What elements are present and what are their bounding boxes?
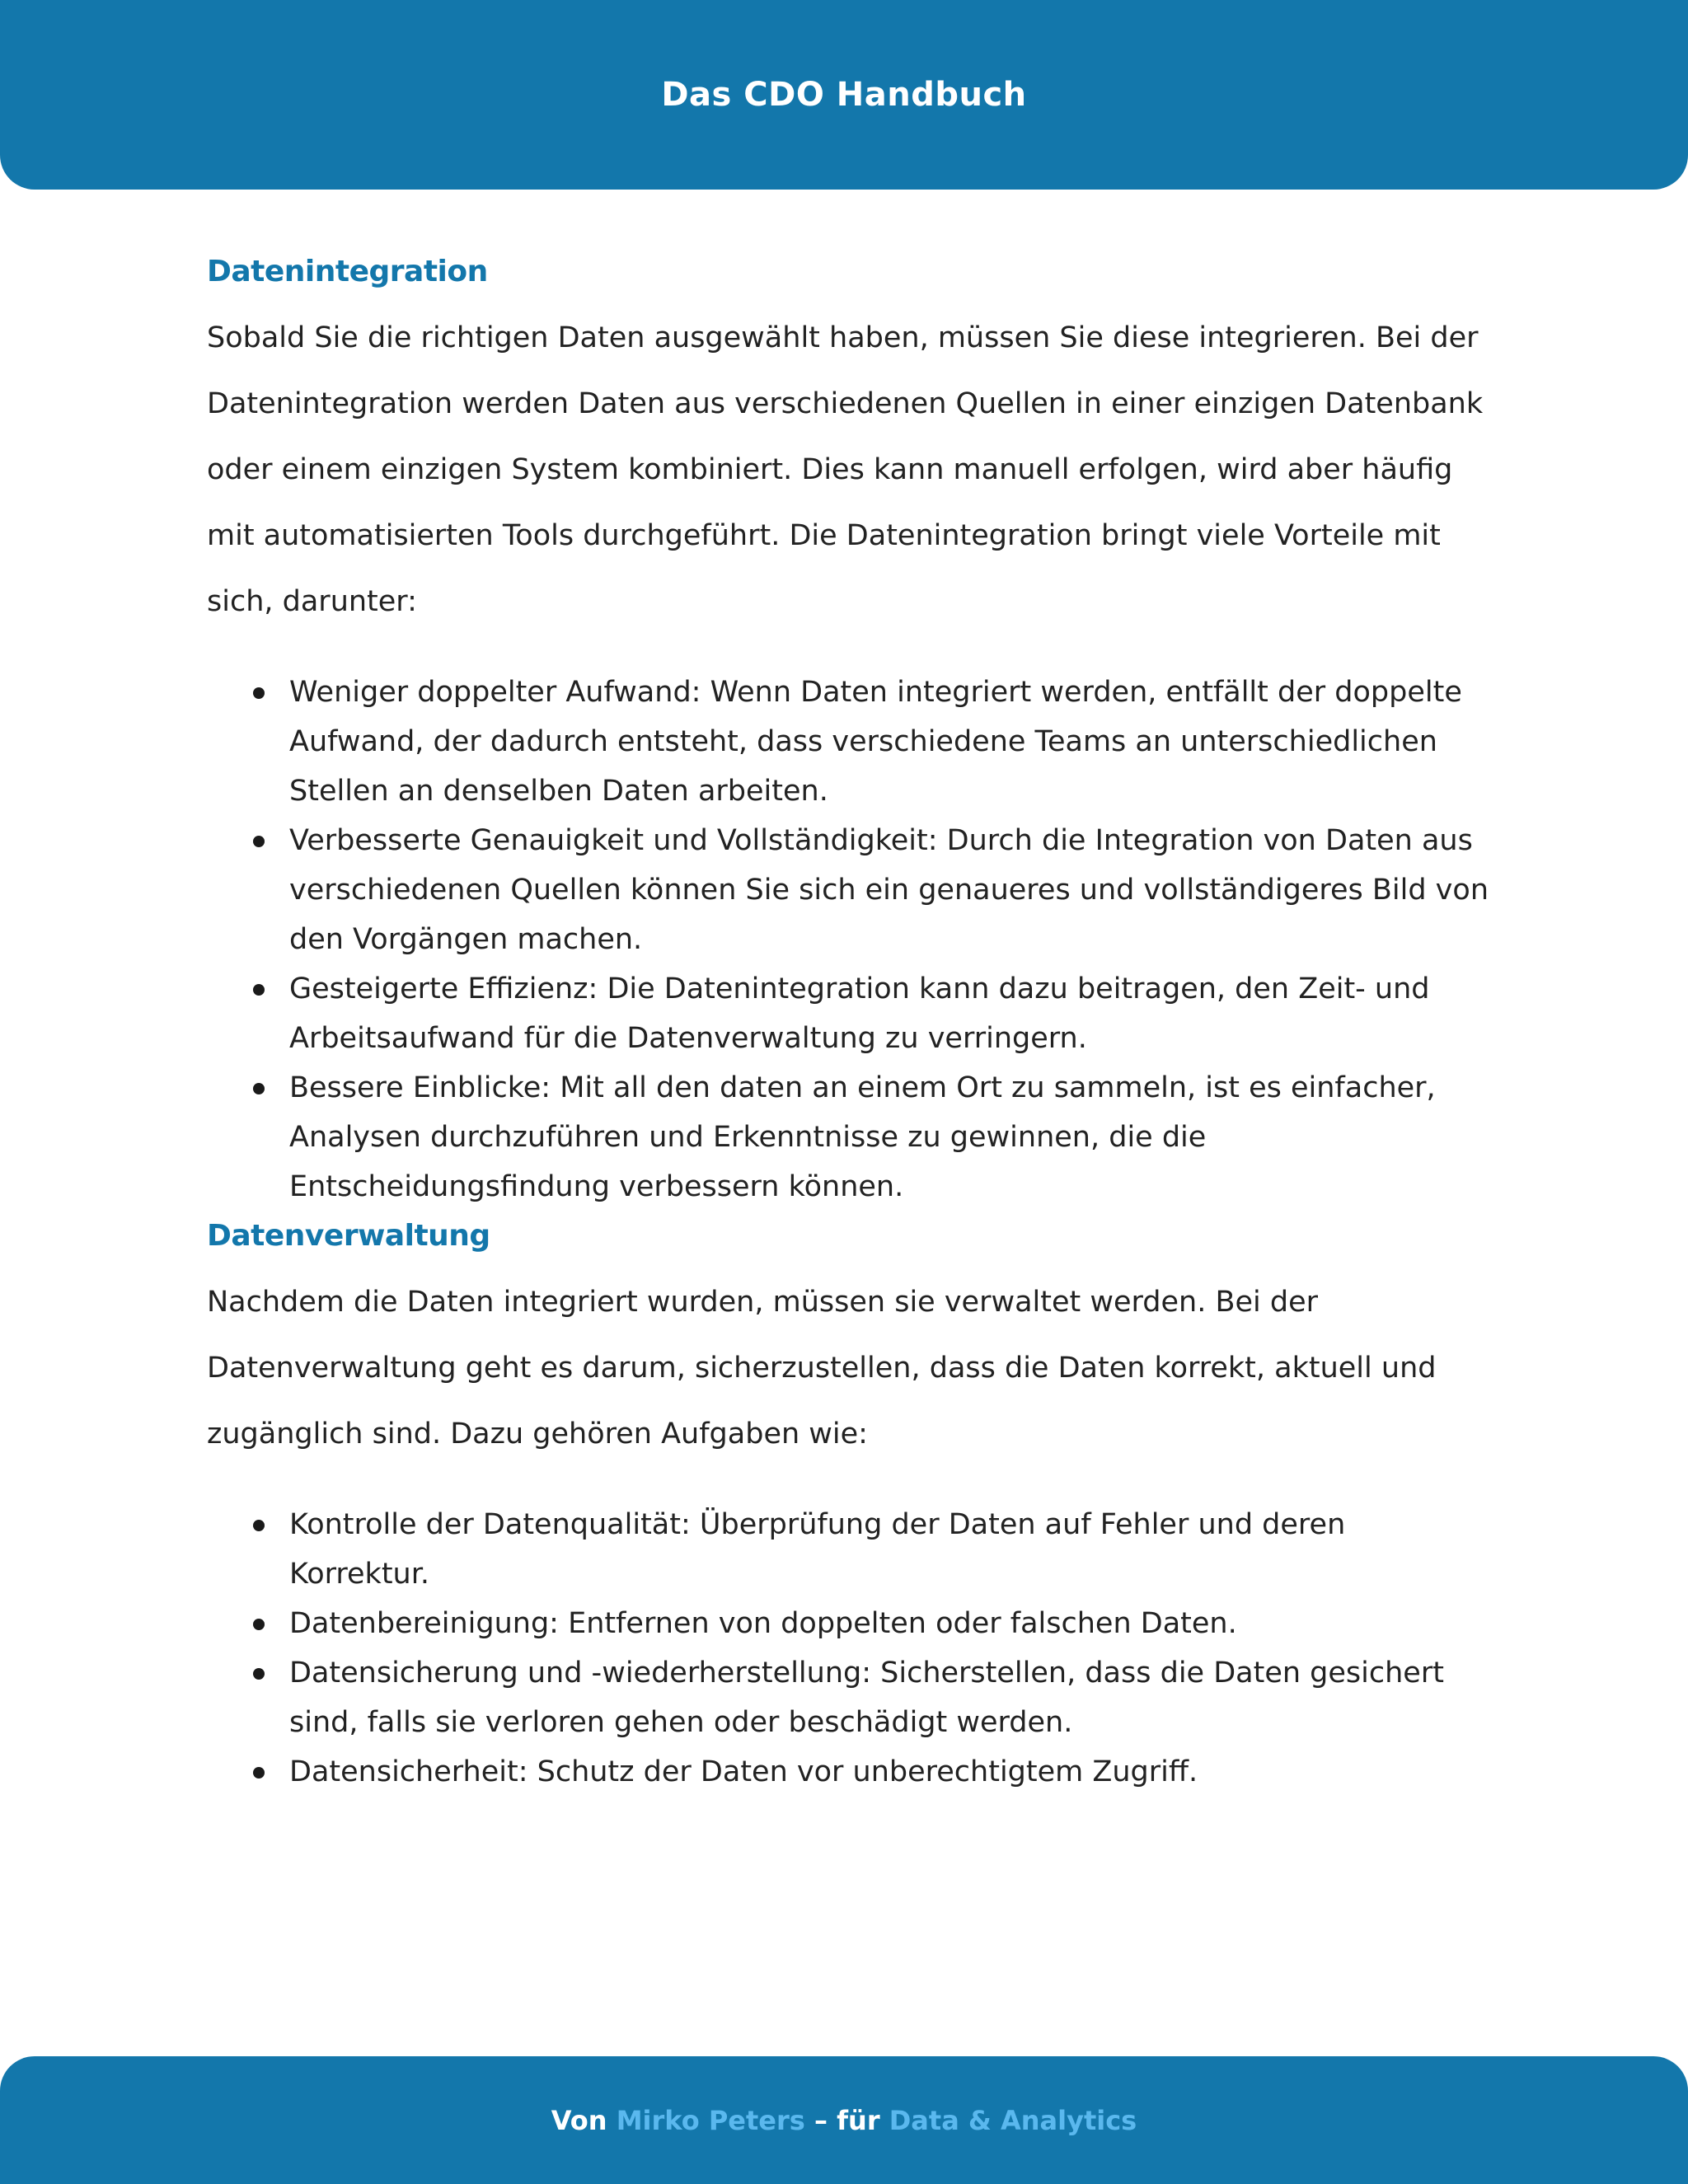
- list-item: [207, 816, 1493, 964]
- section-paragraph-datenintegration: Sobald Sie die richtigen Daten ausgewählt haben, müssen Sie diese integrieren. Bei der Datenintegration werden Daten aus verschiedenen Quellen in einer einzigen Datenbank oder einem einzigen System kombiniert. Dies kann manuell erfolgen, wird aber häufig mit automatisierten Tools durchgeführt. Die Datenintegration bringt viele Vorteile mit sich, darunter:: [207, 321, 1484, 618]
- page-footer: [0, 2056, 1688, 2184]
- list-item: [207, 1747, 1493, 1797]
- bullet-dot-icon: [253, 687, 265, 699]
- list-item-text: Weniger doppelter Aufwand: Wenn Daten integriert werden, entfällt der doppelte Aufwand, der dadurch entsteht, dass verschiedene Teams an unterschiedlichen Stellen an denselben Daten arbeiten.: [289, 676, 1462, 808]
- page-content: [207, 247, 1493, 1797]
- bullet-dot-icon: [253, 1520, 265, 1531]
- list-item-text: Gesteigerte Effizienz: Die Datenintegration kann dazu beitragen, den Zeit- und Arbeitsaufwand für die Datenverwaltung zu verringern.: [289, 972, 1430, 1055]
- footer-prefix: Von: [551, 2104, 607, 2136]
- section-heading-datenintegration: Datenintegration: [207, 255, 488, 288]
- section-heading-datenverwaltung: Datenverwaltung: [207, 1219, 490, 1253]
- list-item-text: Kontrolle der Datenqualität: Überprüfung der Daten auf Fehler und deren Korrektur.: [289, 1508, 1346, 1591]
- list-item: [207, 1500, 1493, 1599]
- bullet-dot-icon: [253, 1668, 265, 1680]
- list-item-text: Verbesserte Genauigkeit und Vollständigkeit: Durch die Integration von Daten aus verschiedenen Quellen können Sie sich ein genaueres und vollständigeres Bild von den Vorgängen machen.: [289, 824, 1489, 956]
- section-paragraph-datenverwaltung: Nachdem die Daten integriert wurden, müssen sie verwaltet werden. Bei der Datenverwaltung geht es darum, sicherzustellen, dass die Daten korrekt, aktuell und zugänglich sind. Dazu gehören Aufgaben wie:: [207, 1286, 1437, 1451]
- list-item-text: Datenbereinigung: Entfernen von doppelten oder falschen Daten.: [289, 1607, 1237, 1640]
- list-item: [207, 1648, 1493, 1747]
- list-item: [207, 668, 1493, 816]
- list-item: [207, 964, 1493, 1063]
- list-item-text: Datensicherung und -wiederherstellung: Sicherstellen, dass die Daten gesichert sind, falls sie verloren gehen oder beschädigt werden.: [289, 1657, 1444, 1739]
- list-item-text: Bessere Einblicke: Mit all den daten an einem Ort zu sammeln, ist es einfacher, Analysen durchzuführen und Erkenntnisse zu gewinnen, die die Entscheidungsfindung verbessern können.: [289, 1071, 1436, 1203]
- footer-brand-link[interactable]: Data & Analytics: [889, 2104, 1137, 2136]
- bullet-list-datenverwaltung: [207, 1500, 1493, 1797]
- list-item: [207, 1599, 1493, 1648]
- footer-author-link[interactable]: Mirko Peters: [616, 2104, 805, 2136]
- page-header: [0, 0, 1688, 190]
- list-item-text: Datensicherheit: Schutz der Daten vor unberechtigtem Zugriff.: [289, 1755, 1198, 1788]
- bullet-dot-icon: [253, 1767, 265, 1779]
- bullet-dot-icon: [253, 1619, 265, 1630]
- bullet-dot-icon: [253, 836, 265, 847]
- footer-separator: – für: [814, 2104, 880, 2136]
- header-title: Das CDO Handbuch: [661, 76, 1027, 114]
- bullet-list-datenintegration: [207, 668, 1493, 1212]
- list-item: [207, 1063, 1493, 1212]
- bullet-dot-icon: [253, 1083, 265, 1094]
- bullet-dot-icon: [253, 984, 265, 996]
